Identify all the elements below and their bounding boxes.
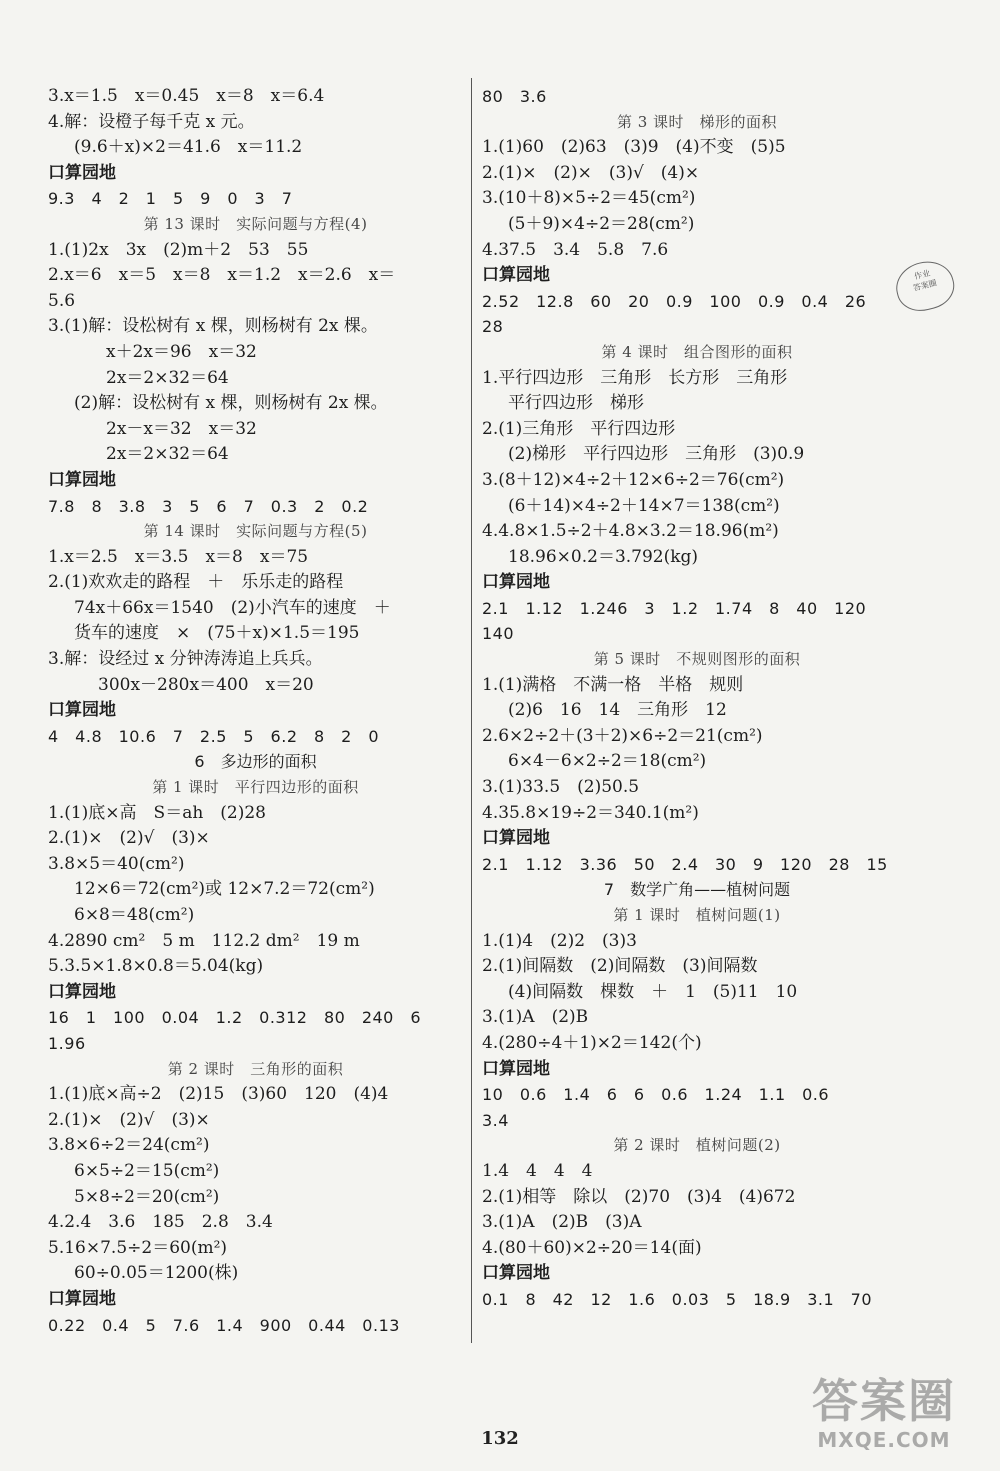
answer-line: 3.(10＋8)×5÷2＝45(cm²) [482, 188, 696, 209]
stamp-line-1: 作业 [913, 268, 932, 282]
answer-line: (4)间隔数 棵数 ＋ 1 (5)11 10 [508, 981, 798, 1002]
mental-math-answers: 0.1 8 42 12 1.6 0.03 5 18.9 3.1 70 [482, 1289, 873, 1309]
answer-line: 5×8÷2＝20(cm²) [74, 1186, 220, 1207]
section-heading-kousuan: 口算园地 [48, 162, 116, 183]
mental-math-answers: 0.22 0.4 5 7.6 1.4 900 0.44 0.13 [48, 1315, 400, 1335]
answer-line: 2.(1)× (2)√ (3)× [48, 1109, 210, 1130]
mental-math-answers: 7.8 8 3.8 3 5 6 7 0.3 2 0.2 [48, 496, 369, 516]
mental-math-answers: 2.52 12.8 60 20 0.9 100 0.9 0.4 26 [482, 291, 867, 311]
lesson-title: 第 4 课时 组合图形的面积 [601, 342, 793, 361]
section-heading-kousuan: 口算园地 [48, 981, 116, 1002]
answer-line: 5.16×7.5÷2＝60(m²) [48, 1237, 228, 1258]
section-heading-kousuan: 口算园地 [48, 469, 116, 490]
section-heading-kousuan: 口算园地 [482, 1263, 550, 1284]
answer-line: (5＋9)×4÷2＝28(cm²) [508, 213, 695, 234]
answer-line: 3.(1)A (2)B [482, 1007, 589, 1028]
answer-line: 3.x＝1.5 x＝0.45 x＝8 x＝6.4 [48, 86, 325, 106]
answer-line: 3.8×6÷2＝24(cm²) [48, 1135, 210, 1156]
left-column [48, 84, 463, 1338]
section-heading-kousuan: 口算园地 [482, 572, 550, 593]
answer-line: 4.(280÷4＋1)×2＝142(个) [482, 1032, 702, 1053]
answer-line: 2.6×2÷2＋(3＋2)×6÷2＝21(cm²) [482, 725, 763, 746]
mental-math-answers: 1.96 [48, 1033, 86, 1053]
answer-line: 6×4－6×2÷2＝18(cm²) [508, 751, 707, 772]
answer-line: (6＋14)×4÷2＋14×7＝138(cm²) [508, 495, 780, 516]
answer-line: (2)解：设松树有 x 棵，则杨树有 2x 棵。 [74, 393, 388, 414]
answer-line: 2.x＝6 x＝5 x＝8 x＝1.2 x＝2.6 x＝ [48, 265, 396, 286]
column-divider [471, 78, 472, 1343]
answer-line: 1.平行四边形 三角形 长方形 三角形 [482, 367, 788, 388]
answer-line: 4.解：设橙子每千克 x 元。 [48, 111, 255, 132]
answer-line: 2x＝2×32＝64 [106, 367, 229, 388]
lesson-title: 第 13 课时 实际问题与方程(4) [143, 214, 368, 233]
lesson-title: 第 5 课时 不规则图形的面积 [593, 650, 801, 669]
chapter-title: 7 数学广角——植树问题 [603, 880, 791, 900]
answer-line: 3.(1)33.5 (2)50.5 [482, 777, 640, 798]
answer-line: 2x＝2×32＝64 [106, 444, 229, 465]
answer-line: 4.2.4 3.6 185 2.8 3.4 [48, 1212, 273, 1233]
mental-math-answers: 10 0.6 1.4 6 6 0.6 1.24 1.1 0.6 [482, 1085, 830, 1105]
answer-line: 1.(1)底×高÷2 (2)15 (3)60 120 (4)4 [48, 1084, 389, 1105]
answer-line: 12×6＝72(cm²)或 12×7.2＝72(cm²) [74, 879, 375, 900]
lesson-title: 第 14 课时 实际问题与方程(5) [143, 522, 368, 541]
mental-math-answers: 3.4 [482, 1110, 509, 1130]
answer-line: 2.(1)× (2)√ (3)× [48, 828, 210, 849]
answer-line: 1.(1)满格 不满一格 半格 规则 [482, 674, 744, 695]
answer-line: 4.4.8×1.5÷2＋4.8×3.2＝18.96(m²) [482, 521, 779, 542]
answer-line: (2)6 16 14 三角形 12 [508, 700, 727, 721]
section-heading-kousuan: 口算园地 [482, 1058, 550, 1079]
answer-line: 2.(1)三角形 平行四边形 [482, 418, 676, 439]
answer-line: 4.(80＋60)×2÷20＝14(面) [482, 1237, 702, 1258]
mental-math-answers: 2.1 1.12 1.246 3 1.2 1.74 8 40 120 [482, 598, 867, 618]
answer-line: 3.(1)A (2)B (3)A [482, 1212, 642, 1233]
answer-line: 1.x＝2.5 x＝3.5 x＝8 x＝75 [48, 546, 309, 567]
answer-line: 1.4 4 4 4 [482, 1160, 593, 1181]
answer-line: 6×5÷2＝15(cm²) [74, 1160, 220, 1181]
mental-math-answers: 28 [482, 317, 504, 337]
watermark-url: MXQE.COM [817, 1428, 951, 1452]
answer-line: 5.3.5×1.8×0.8＝5.04(kg) [48, 956, 264, 977]
answer-line: 2x－x＝32 x＝32 [106, 418, 257, 439]
mental-math-answers: 2.1 1.12 3.36 50 2.4 30 9 120 28 15 [482, 854, 888, 874]
answer-line: 3.8×5＝40(cm²) [48, 853, 185, 874]
answer-line: (9.6＋x)×2＝41.6 x＝11.2 [74, 137, 303, 158]
section-heading-kousuan: 口算园地 [482, 828, 550, 849]
answer-line: 74x＋66x＝1540 (2)小汽车的速度 ＋ [74, 597, 391, 618]
section-heading-kousuan: 口算园地 [482, 265, 550, 286]
mental-math-answers: 16 1 100 0.04 1.2 0.312 80 240 6 [48, 1008, 422, 1028]
lesson-title: 第 1 课时 平行四边形的面积 [152, 778, 359, 797]
section-heading-kousuan: 口算园地 [48, 700, 116, 721]
answer-line: 18.96×0.2＝3.792(kg) [508, 546, 699, 567]
answer-line: 3.(1)解：设松树有 x 棵，则杨树有 2x 棵。 [48, 316, 378, 337]
answer-line: 4.2890 cm² 5 m 112.2 dm² 19 m [48, 930, 360, 951]
answer-line: 5.6 [48, 290, 76, 311]
answer-line: 3.(8＋12)×4÷2＋12×6÷2＝76(cm²) [482, 469, 785, 490]
answer-line: 6×8＝48(cm²) [74, 905, 195, 925]
mental-math-answers: 140 [482, 624, 515, 644]
answer-line: 4.37.5 3.4 5.8 7.6 [482, 239, 669, 260]
answer-line: 1.(1)底×高 S＝ah (2)28 [48, 802, 266, 823]
answer-line: x＋2x＝96 x＝32 [106, 341, 257, 362]
right-column [482, 84, 912, 1313]
answer-line: 1.(1)2x 3x (2)m＋2 53 55 [48, 239, 309, 260]
answer-line: 货车的速度 × (75＋x)×1.5＝195 [74, 623, 360, 644]
answer-line: 2.(1)欢欢走的路程 ＋ 乐乐走的路程 [48, 572, 344, 593]
answer-line: 60÷0.05＝1200(株) [74, 1263, 239, 1284]
answer-line: 3.解：设经过 x 分钟涛涛追上兵兵。 [48, 649, 323, 670]
chapter-title: 6 多边形的面积 [194, 752, 317, 772]
answer-line: 2.(1)间隔数 (2)间隔数 (3)间隔数 [482, 956, 758, 977]
answer-line: (2)梯形 平行四边形 三角形 (3)0.9 [508, 444, 805, 465]
answer-line: 2.(1)相等 除以 (2)70 (3)4 (4)672 [482, 1186, 796, 1207]
answer-line: 4.35.8×19÷2＝340.1(m²) [482, 802, 699, 823]
mental-math-answers: 4 4.8 10.6 7 2.5 5 6.2 8 2 0 [48, 726, 380, 746]
answer-line: 2.(1)× (2)× (3)√ (4)× [482, 162, 700, 183]
section-heading-kousuan: 口算园地 [48, 1288, 116, 1309]
mental-math-answers: 80 3.6 [482, 87, 547, 106]
watermark-logo-text: 答案圈 [812, 1374, 956, 1428]
lesson-title: 第 1 课时 植树问题(1) [613, 906, 781, 924]
mental-math-answers: 9.3 4 2 1 5 9 0 3 7 [48, 189, 293, 209]
answer-line: 平行四边形 梯形 [508, 393, 644, 414]
lesson-title: 第 2 课时 三角形的面积 [167, 1059, 344, 1078]
lesson-title: 第 3 课时 梯形的面积 [616, 112, 778, 131]
lesson-title: 第 2 课时 植树问题(2) [613, 1136, 781, 1155]
answer-line: 300x－280x＝400 x＝20 [98, 674, 314, 695]
page-number: 132 [481, 1428, 519, 1449]
answer-line: 1.(1)60 (2)63 (3)9 (4)不变 (5)5 [482, 137, 786, 158]
stamp-line-2: 答案圈 [912, 278, 938, 293]
answer-line: 1.(1)4 (2)2 (3)3 [482, 930, 637, 951]
watermark [776, 1374, 992, 1464]
